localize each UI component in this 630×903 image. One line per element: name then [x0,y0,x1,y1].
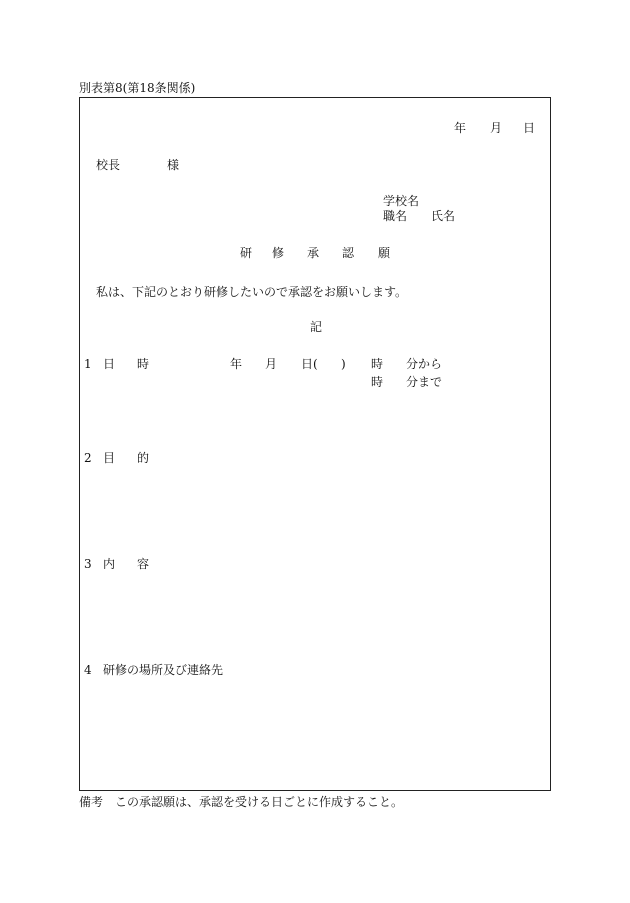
item-1-from: 分から [406,357,443,371]
doc-title-char: 研 [240,246,253,260]
item-3-label-a: 内 [103,557,116,571]
remarks: 備考 この承認願は、承認を受ける日ごとに作成すること。 [79,795,404,809]
date-month: 月 [490,121,503,135]
item-3-number: 3 [84,557,92,571]
request-text: 私は、下記のとおり研修したいので承認をお願いします。 [96,285,408,299]
doc-title-char: 認 [342,246,355,260]
form-frame [79,97,551,791]
sender-school-label: 学校名 [383,194,420,208]
item-1-label-b: 時 [137,357,150,371]
item-1-day-paren: 日( [301,357,318,371]
addressee-title: 校長 [96,158,121,172]
doc-title-char: 願 [378,246,391,260]
doc-title-char: 承 [307,246,320,260]
item-1-until: 分まで [406,375,443,389]
sender-name-label: 氏名 [431,209,456,223]
header-label: 別表第8(第18条関係) [79,81,196,95]
addressee-honorific: 様 [167,158,180,172]
item-1-label-a: 日 [103,357,116,371]
item-4-number: 4 [84,663,92,677]
item-3-label-b: 容 [137,557,150,571]
item-1-year: 年 [230,357,243,371]
item-1-month: 月 [265,357,278,371]
sender-position-label: 職名 [383,209,408,223]
item-4-label: 研修の場所及び連絡先 [103,663,224,677]
item-1-number: 1 [84,357,92,371]
date-year: 年 [454,121,467,135]
item-1-hour-until: 時 [371,375,384,389]
item-2-number: 2 [84,451,92,465]
item-2-label-b: 的 [137,451,150,465]
doc-title-char: 修 [272,246,285,260]
item-2-label-a: 目 [103,451,116,465]
ki-label: 記 [310,320,323,334]
date-day: 日 [523,121,536,135]
item-1-hour-from: 時 [371,357,384,371]
item-1-paren-close: ) [341,357,346,371]
